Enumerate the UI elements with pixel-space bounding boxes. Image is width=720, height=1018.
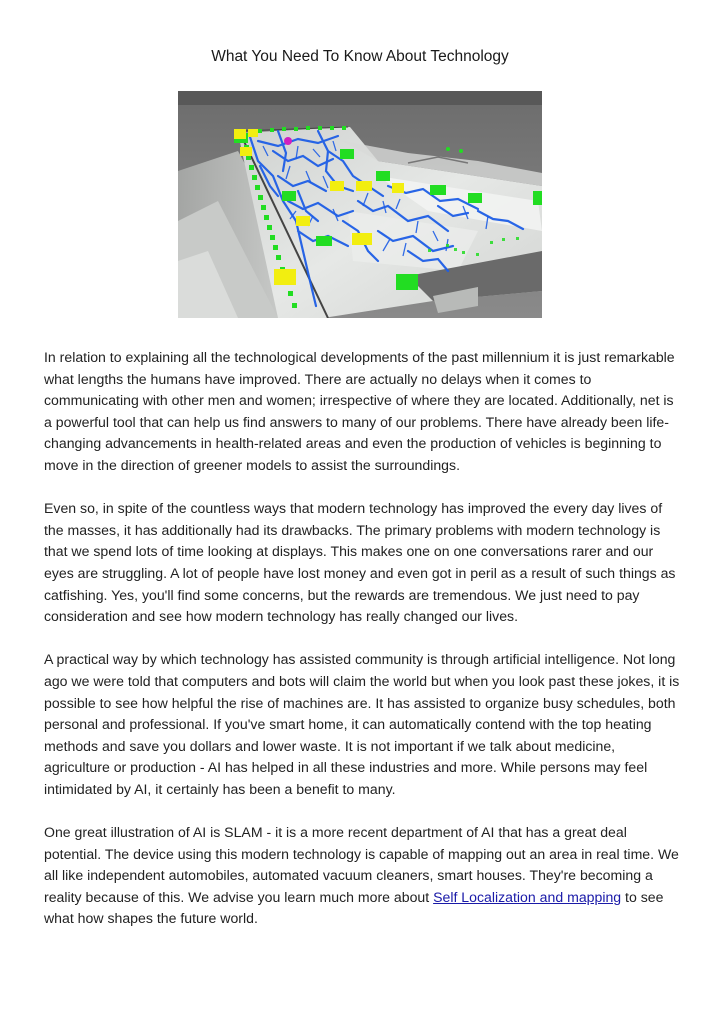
slam-map-figure <box>178 91 542 318</box>
paragraph-4 <box>44 822 680 930</box>
slam-link[interactable]: Self Localization and mapping <box>433 888 622 905</box>
paragraph-2: Even so, in spite of the countless ways that modern technology has improved the every day lives of the masses, it has additionally had its drawbacks. The primary problems with modern technology is that we spend lots of time looking at displays. This makes one on one conversations rarer and our eyes are struggling. A lot of people have lost money and even got in peril as a result of such things as catfishing. Yes, you'll find some concerns, but the rewards are tremendous. We just need to pay consideration and see how modern technology has really changed our lives. <box>44 500 676 625</box>
paragraph-4-text: One great illustration of AI is SLAM - it is a more recent department of AI that has a great deal potential. The device using this modern technology is capable of mapping out an area in real time. We all like independent automobiles, automated vacuum cleaners, smart houses. They're becoming a reality because of this. We advise you learn much more about <box>44 824 679 905</box>
paragraph-1: In relation to explaining all the technological developments of the past millennium it is just remarkable what lengths the humans have improved. There are actually no delays when it comes to communicating with other men and women; irrespective of where they are located. Additionally, net is a powerful tool that can help us find answers to many of our problems. There have already been life-changing advancements in health-related areas and even the production of vehicles is beginning to move in the direction of greener models to assist the surroundings. <box>44 349 675 473</box>
paragraph-4-tail: to see what how shapes the future world. <box>44 888 664 927</box>
article-body <box>44 347 680 952</box>
paragraph-3: A practical way by which technology has assisted community is through artificial intelligence. Not long ago we were told that computers and bots will claim the world but when you look past these jokes, it is possible to see how helpful the rise of machines are. It has assisted to organize busy schedules, both personal and professional. If you've smart home, it can automatically contend with the top heating methods and save you dollars and lower waste. It is not important if we talk about medicine, agriculture or production - AI has helped in all these industries and more. While persons may feel intimidated by AI, it certainly has been a benefit to many. <box>44 651 680 797</box>
page-title: What You Need To Know About Technology <box>211 48 509 65</box>
